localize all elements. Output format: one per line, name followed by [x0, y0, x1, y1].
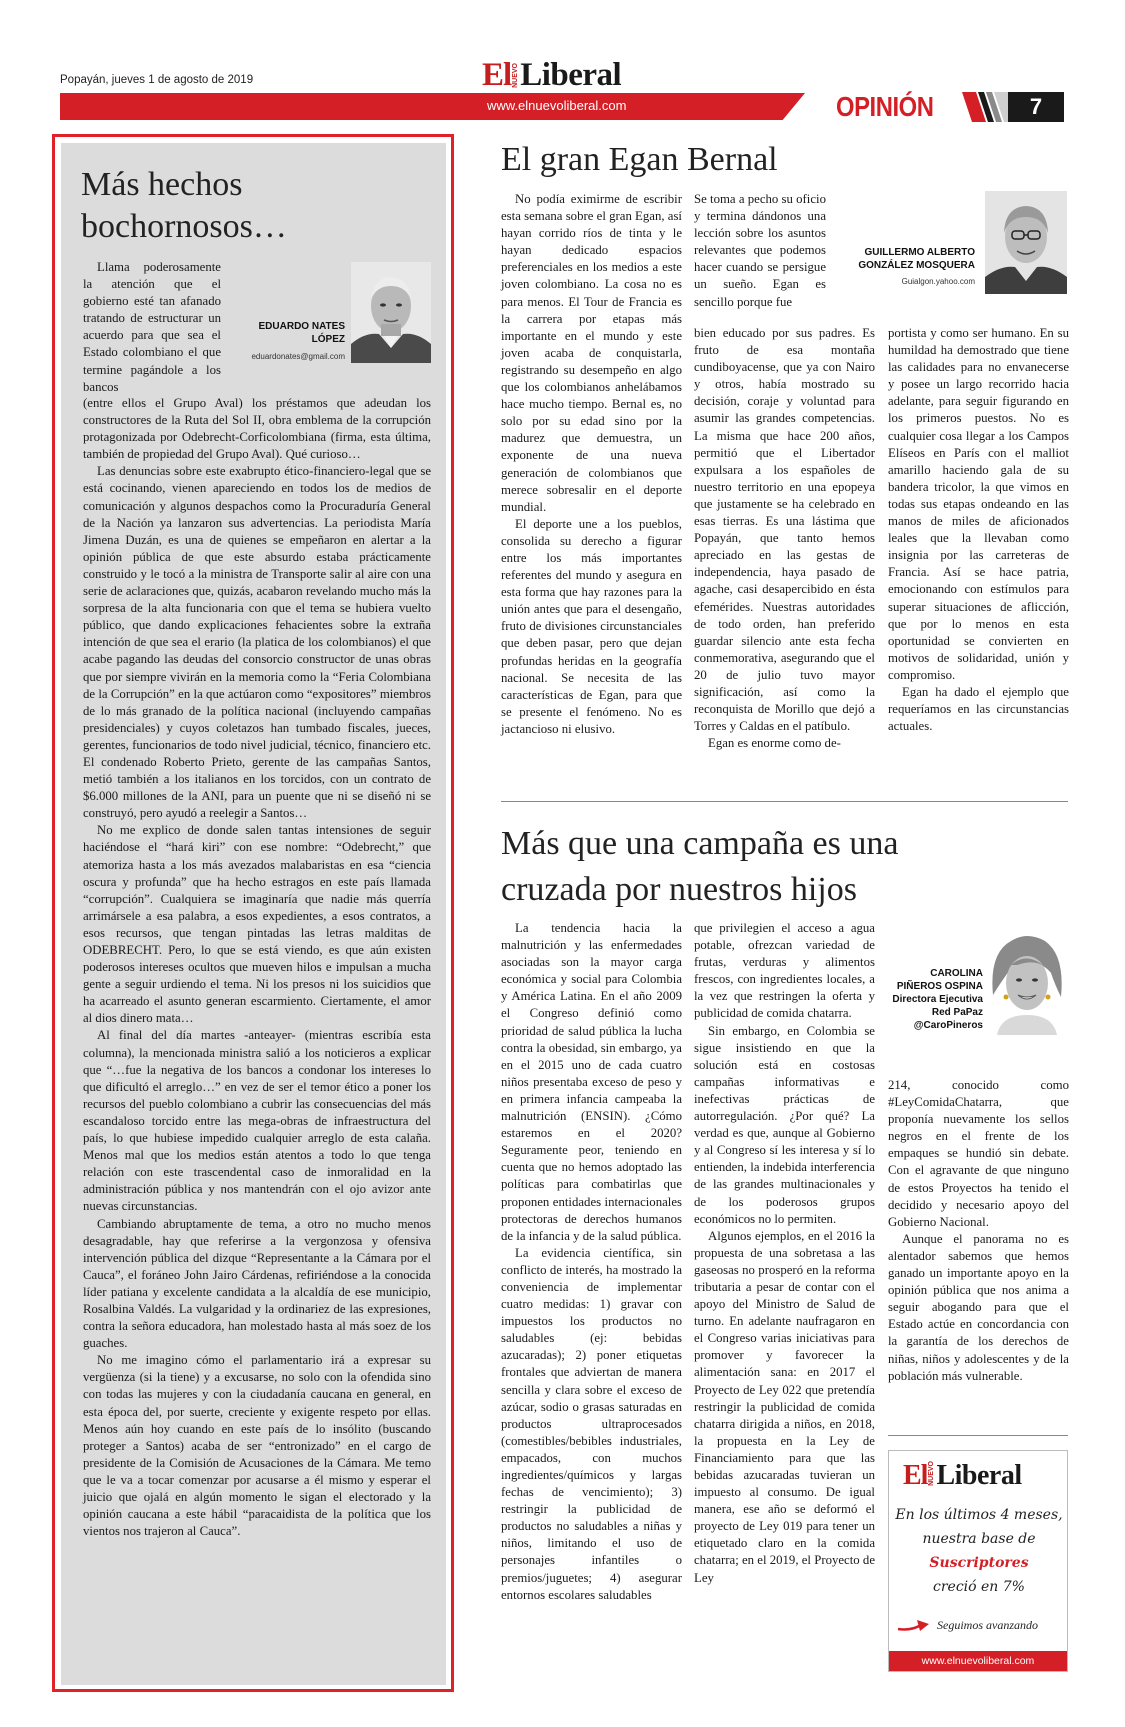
author-byline [235, 262, 430, 367]
ad-line: nuestra base de [922, 1531, 1036, 1547]
article-intro [83, 259, 221, 396]
author-info [875, 967, 983, 1032]
logo-nuevo: NUEVO [928, 1461, 936, 1486]
logo-el: El [903, 1459, 928, 1491]
paragraph: La evidencia científica, sin conflicto de interés, ha mostrado la conveniencia de implementar cuatro medidas: 1) gravar con impuestos los productos no saludables (ej: bebidas azucaradas); 2) poner etiquetas frontales que adviertan de manera sencilla y clara sobre el exceso de azúcar, sodio o grasas saturadas en productos ultraprocesados (comestibles/bebibles industriales, empacados, con muchos ingredientes/químicos y largas fechas de vencimiento); 3) restringir la publicidad de productos no saludables a niñas y niños, limitando el uso de personajes infantiles o premios/juguetes; 4) asegurar entornos escolares saludables [501, 1245, 682, 1602]
paragraph: Sin embargo, en Colombia se sigue insistiendo en que la solución está en costosas campañas informativas e inefectivas prácticas de autorregulación. ¿Por qué? La verdad es que, aunque al Gobierno y al Congreso sí les interesa y sí lo entienden, la indebida interferencia de las grandes multinacionales y de los poderosos grupos económicos no lo permiten. [694, 1023, 875, 1226]
paragraph: No podía eximirme de escribir esta semana sobre el gran Egan, así hayan corrido ríos de tinta y le hayan dedicado espacios preferenciales en los medios a este joven colombiano. La cosa no es para menos. El Tour de Francia es la carrera por etapas más importante en el mundo y este joven acaba de conquistarla, registrando su desempeño en algo que los colombianos anhelábamos hace mucho tiempo. Bernal es, no solo por su edad sino por la madurez que demuestra, un exponente de una nueva generación de colombianos que merece sobresalir en el deporte mundial. [501, 192, 682, 514]
paragraph: Las denuncias sobre este exabrupto ético-financiero-legal que se está cocinando, vienen apareciendo en todos los de medios de comunicación y algunos despachos como la Procuraduría General de la Nación ya lanzaron sus advertencias. La periodista María Jimena Duzán, es una de quienes se empeñaron en alertar a la opinión pública de que este absurdo estaba prácticamente construido y le tocó a la ministra de Transporte salir al aire con una serie de aclaraciones que, quizás, acabaron revelando mucho más la sorpresa de la alta funcionaria con que el tema se hubiera vuelto público, que dando explicaciones fehacientes sobre la extraña intención de que sea el erario (la platica de los colombianos) el que acabe pagando las deudas del consorcio constructor de unas obras que por siempre vivirán en la memoria como la “Feria Colombiana de la Corrupción” en la que actúaron como “expositores” miembros de lo más granado de la política nacional (incluyendo campañas presidenciales) y cuyos coletazos han tumbado fiscales, jueces, gerentes, funcionarios de todo nivel judicial, técnico, financiero etc. El condenado Roberto Prieto, gerente de las campañas Santos, metió también a los italianos en los torcidos, con un contrato de $6.000 millones de la ANI, para un puente que ni se diseñó ni se construyó, pero ayudó a reelegir a Santos… [83, 464, 431, 821]
article-title: Más hechos bochornosos… [81, 166, 287, 245]
subscription-ad[interactable] [888, 1450, 1068, 1672]
paragraph: Egan ha dado el ejemplo que requeríamos en las circunstancias actuales. [888, 684, 1069, 734]
paragraph: No me explico de donde salen tantas intensiones de seguir haciéndose el “hará kiri” con ese nombre: “Odebrecht,” que atemoriza hasta a los más avezados malabaristas en esa “ciencia oscura y profunda” que ha hecho estragos en este país llamada “corrupción”. Cualquiera se imaginaría que nadie más querría arrimársele a esa palabra, a esos expedientes, a esos contratos, a esos recursos, que tengan pintadas las letras malditas de ODEBRECHT. Pero, lo que se está viendo, es que aún existen poderosos intereses ocultos que mueven hilos e impulsan a mucha gente a seguir urdiendo el tema. Ni los presos ni los suicidios que ha acarreado el asunto generan escarmiento. Ciertamente, el amor al dios dinero mata… [83, 823, 431, 1026]
paragraph: Se toma a pecho su oficio y termina dándonos una lección sobre los asuntos relevantes que podemos hacer cuando se persigue un sueño. Egan es sencillo porque fue [694, 192, 826, 309]
masthead [0, 0, 1125, 130]
newspaper-logo[interactable] [482, 56, 621, 92]
article-divider [501, 801, 1068, 802]
arrow-right-icon [897, 1617, 931, 1633]
article-column [888, 325, 1069, 735]
article-column [694, 325, 875, 752]
ad-cta [897, 1617, 1063, 1633]
author-name: GUILLERMO ALBERTO GONZÁLEZ MOSQUERA [858, 247, 975, 271]
ad-divider [888, 1435, 1068, 1436]
paragraph: (entre ellos el Grupo Aval) los préstamos que adeudan los constructores de la Ruta del Sol II, obra emblema de la corrupción protagonizada por Odebrecht-Corficolombiana (firma, esta última, también de propiedad del Grupo Aval). Qué curioso… [83, 396, 431, 462]
paragraph: portista y como ser humano. En su humildad ha demostrado que tiene las calidades para no envanecerse y posee un largo recorrido hacia adelante, para seguir figurando en los primeros puestos. No es cualquier cosa llegar a los Campos Elíseos en París con el malliot amarillo haciendo gala de su bandera tricolor, la que vimos en todas sus etapas ondeando en las manos de miles de aficionados leales que la llevaban como insignia por las carreteras de Francia. Así se hace patria, emocionando con estímulos para superar situaciones de aflicción, que por lo menos en esta oportunidad se convierten en motivos de solidaridad, unión y compromiso. [888, 326, 1069, 682]
author-handle[interactable]: @CaroPineros [913, 1020, 983, 1031]
author-photo [987, 925, 1067, 1035]
ad-highlight: Suscriptores [929, 1555, 1029, 1571]
article-body [83, 395, 431, 1540]
paragraph: 214, conocido como #LeyComidaChatarra, que proponía nuevamente los sellos negros en el frente de los empaques se hundió sin debate. Con el agravante de que ninguno de estos Proyectos ha tenido el decidido y necesario apoyo del Gobierno Nacional. [888, 1078, 1069, 1229]
decorative-stripes-icon [962, 92, 1008, 122]
paragraph: que privilegien el acceso a agua potable, ofrezcan variedad de frutas, verduras y alimentos frescos, con ingredientes locales, a la vez que restringen la oferta y publicidad de comida chatarra. [694, 921, 875, 1021]
dateline: Popayán, jueves 1 de agosto de 2019 [60, 74, 254, 86]
author-byline [850, 191, 1065, 296]
author-byline [875, 925, 1070, 1035]
ad-line: En los últimos 4 meses, [895, 1507, 1063, 1523]
paragraph: Cambiando abruptamente de tema, a otro no mucho menos desagradable, hay que referirse a la vergonzosa y ofensiva intervención pública del dizque “Representante a la Cámara por el Cauca”, el foráneo John Jairo Cárdenas, refiriéndose a la conocida líder patiana y excelente candidata a la alcaldía de ese municipio, Rosalbina Valdés. La vulgaridad y la ordinariez de las expresiones, contra la señora educadora, han molestado hasta al más soez de los guaches. [83, 1216, 431, 1351]
author-name: EDUARDO NATES LÓPEZ [258, 321, 345, 345]
author-email[interactable]: Guialgon.yahoo.com [901, 277, 975, 286]
paragraph: Egan es enorme como de- [708, 736, 841, 751]
logo-el: El [482, 57, 512, 93]
author-first-name: CAROLINA [930, 968, 983, 979]
author-last-name: PIÑEROS OSPINA [896, 981, 983, 992]
ad-url[interactable]: www.elnuevoliberal.com [889, 1651, 1067, 1671]
ad-logo [903, 1461, 1022, 1490]
article-column [501, 920, 682, 1604]
paragraph: bien educado por sus padres. Es fruto de esa montaña cundiboyacense, que ya con Nairo y otros, había mostrado su decisión, coraje y voluntad para asumir las grandes competencias. La misma que hace 200 años, permitió que el Libertador expulsara a los españoles de nuestro territorio en una epopeya que justamente se ha celebrado en esas tierras. Es una lástima que Popayán, que tanto hemos apreciado en las gestas de independencia, haya pasado de agache, casi desapercibido en ésta efemérides. Nuestras autoridades de todo orden, han preferido guardar silencio ante esta fecha conmemorativa, asegurando que el 20 de julio tuvo mayor significación, así como la reconquista de Morillo que dejó a Torres y Caldas en el patíbulo. [694, 326, 875, 734]
author-org: Red PaPaz [931, 1007, 983, 1018]
section-title: OPINIÓN [836, 91, 934, 122]
article-column [501, 191, 682, 738]
ad-line: creció en 7% [933, 1579, 1025, 1595]
paragraph: El deporte une a los pueblos, consolida su derecho a figurar entre los más importantes referentes del mundo y asegura en esta forma que hay razones para la unión antes que para el desengaño, fruto de divisiones circunstanciales que deben pasar, pero que dejan profundas heridas en la geografía nacional. Se necesita de las características de Egan, para que se presente el fenómeno. No es jactancioso ni elusivo. [501, 516, 682, 736]
author-photo [985, 191, 1067, 294]
article-column [694, 191, 826, 311]
logo-liberal: Liberal [520, 57, 622, 93]
article-title: Más que una campaña es una cruzada por nuestros hijos [501, 825, 899, 908]
paragraph: Aunque el panorama no es alentador sabemos que hemos ganado un importante apoyo en la opinión pública que nos anima a seguir abogando para que el Estado actúe en concordancia con la garantía de los derechos de niñas, niños y adolescentes y de la población más vulnerable. [888, 1231, 1069, 1383]
paragraph: Llama poderosamente la atención que el gobierno esté tan afanado tratando de estructurar un acuerdo para que sea el Estado colombiano el que termine pagándole a los bancos [83, 260, 221, 394]
paragraph: Algunos ejemplos, en el 2016 la propuesta de una sobretasa a las gaseosas no prosperó en la reforma tributaria a pesar de contar con el apoyo del Ministro de Salud de turno. En adelante naufragaron en el Congreso varias iniciativas para promover y favorecer la alimentación sana: en 2017 el Proyecto de Ley 022 que pretendía restringir la publicidad de comida chatarra dirigida a niños, en 2018, la propuesta en la Ley de Financiamiento para que las bebidas azucaradas tuvieran un impuesto al consumo. De igual manera, ese año se deformó el proyecto de Ley 019 para tener un etiquetado claro en la comida chatarra; en el 2019, el Proyecto de Ley [694, 1228, 875, 1585]
logo-nuevo: NUEVO [512, 63, 520, 88]
ad-message [895, 1503, 1063, 1599]
author-email[interactable]: eduardonates@gmail.com [251, 352, 345, 361]
paragraph: No me imagino cómo el parlamentario irá a expresar su vergüenza (si la tiene) y a excusarse, no solo con la ofendida sino con todas las mujeres y con la ciudadanía caucana en general, en esta época del, por suerte, creciente y exigente respeto por ellas. Menos aún hoy cuando en este país de lo insólito (buscando proteger a Santos) acaba de ser “entronizado” en el cargo de presidente de la Comisión de Acusaciones de la Cámara. Me temo que le va a tocar comenzar por acusarse a él mismo y esperar el juicio que ojalá en algún momento le sigan el electorado y la opinión caucana a este hábil “paracaidista de la política que los vientos nos trajeron al Cauca”. [83, 1353, 431, 1539]
header-red-bar [60, 93, 805, 120]
author-photo [351, 262, 431, 363]
logo-liberal: Liberal [936, 1459, 1022, 1491]
ad-cta-text: Seguimos avanzando [937, 1617, 1038, 1632]
article-title: El gran Egan Bernal [501, 141, 778, 178]
paragraph: Al final del día martes -anteayer- (mientras escribía esta columna), la mencionada ministra salió a los noticieros a explicar que “…fue la negativa de los bancos a condonar los intereses lo que dificultó el arreglo…” en vez de ser el temor ético a poner los recursos del pueblo colombiano a cubrir las consecuencias del más escandaloso torcido entre las mega-obras de infraestructura del país, lo que hubiese impedido cualquier arreglo de esta calaña. Menos mal que los medios están atentos a todo lo que tenga relación con este trascendental caso de inmoralidad en la administración pública y nos mantendrán con el ojo avizor ante nuevas circunstancias. [83, 1028, 431, 1214]
paragraph: La tendencia hacia la malnutrición y las enfermedades asociadas son la mayor carga económica y social para Colombia y América Latina. En el año 2009 el Congreso definió como prioridad de salud pública la lucha contra la obesidad, sin embargo, ya en el 2015 uno de cada cuatro niños presentaba exceso de peso y en primera infancia campeaba la malnutrición (ENSIN). ¿Cómo estaremos en el 2020? Seguramente peor, teniendo en cuenta que no hemos adoptado las políticas para combatirlas que proponen entidades internacionales protectoras de derechos humanos de la infancia y de la salud pública. [501, 921, 682, 1243]
article-column [888, 1077, 1069, 1385]
author-role: Directora Ejecutiva [892, 994, 983, 1005]
header-url[interactable]: www.elnuevoliberal.com [487, 98, 627, 113]
article-column [694, 920, 875, 1587]
page-number: 7 [1008, 92, 1064, 122]
